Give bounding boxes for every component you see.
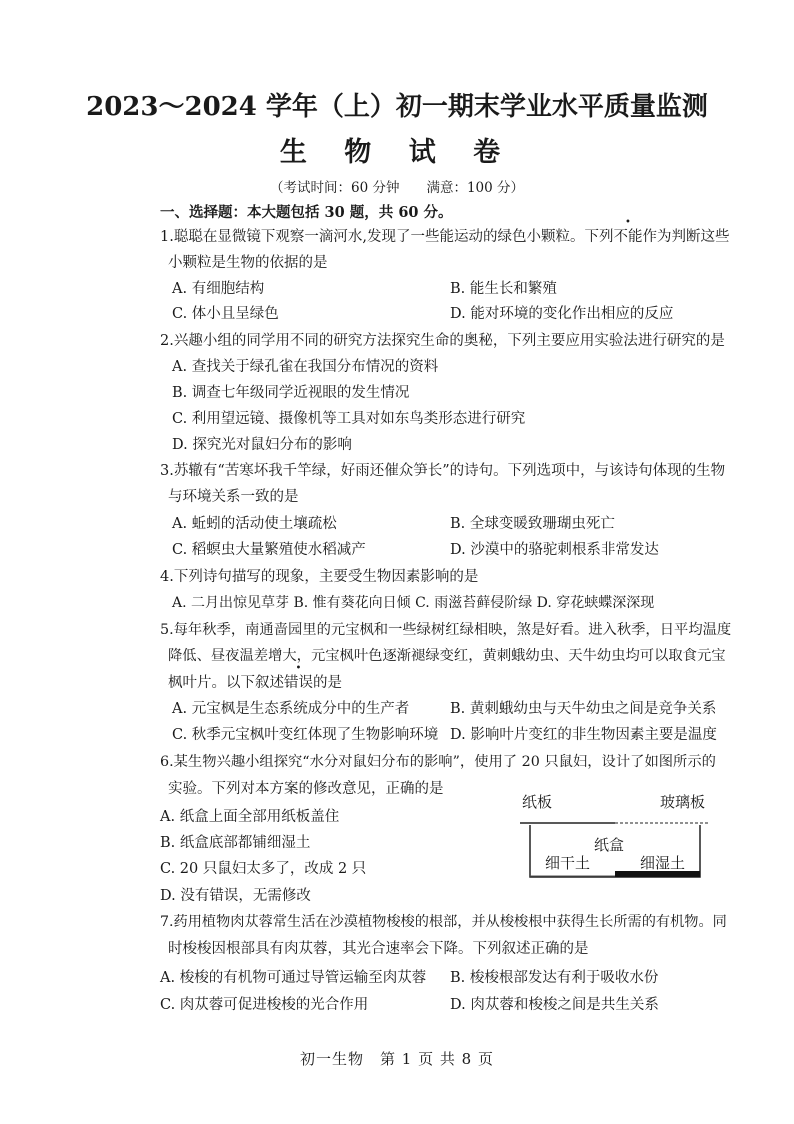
q5-option-d: D. 影响叶片变红的非生物因素主要是温度 bbox=[450, 727, 717, 743]
q2-option-a: A. 查找关于绿孔雀在我国分布情况的资料 bbox=[172, 359, 439, 375]
q6-option-c: C. 20 只鼠妇太多了，改成 2 只 bbox=[160, 861, 367, 877]
figure-label-glass: 玻璃板 bbox=[660, 793, 706, 811]
q2-option-d: D. 探究光对鼠妇分布的影响 bbox=[172, 437, 352, 453]
q6-option-d: D. 没有错误，无需修改 bbox=[160, 888, 311, 904]
q6-stem-line1: 6.某生物兴趣小组探究“水分对鼠妇分布的影响”，使用了 20 只鼠妇，设计了如图所示的 bbox=[160, 754, 716, 770]
exam-info: （考试时间：60 分钟 满意：100 分） bbox=[269, 180, 525, 196]
q3-option-b: B. 全球变暖致珊瑚虫死亡 bbox=[450, 516, 615, 532]
q7-option-b: B. 梭梭根部发达有利于吸收水份 bbox=[450, 970, 659, 986]
q2-stem-line1: 2.兴趣小组的同学用不同的研究方法探究生命的奥秘，下列主要应用实验法进行研究的是 bbox=[160, 333, 725, 349]
q5-stem-line3 bbox=[168, 671, 342, 692]
q3-option-a: A. 蚯蚓的活动使土壤疏松 bbox=[172, 516, 337, 532]
q7-stem-line2: 时梭梭因根部具有肉苁蓉，其光合速率会下降。下列叙述正确的是 bbox=[168, 941, 589, 957]
q1-option-c: C. 体小且呈绿色 bbox=[172, 306, 279, 322]
q7-stem-line1: 7.药用植物肉苁蓉常生活在沙漠植物梭梭的根部，并从梭梭根中获得生长所需的有机物。同 bbox=[160, 914, 727, 930]
figure-label-dry-soil: 细干土 bbox=[545, 854, 591, 872]
q1-stem-line1 bbox=[160, 225, 729, 246]
page-footer: 初一生物 第 1 页 共 8 页 bbox=[300, 1050, 494, 1068]
q5-stem-part2: 的是 bbox=[313, 675, 342, 691]
figure-label-wet-soil: 细湿土 bbox=[640, 854, 686, 872]
q4-stem-line1: 4.下列诗句描写的现象，主要受生物因素影响的是 bbox=[160, 569, 479, 585]
q2-option-c: C. 利用望远镜、摄像机等工具对如东鸟类形态进行研究 bbox=[172, 411, 526, 427]
q6-option-a: A. 纸盒上面全部用纸板盖住 bbox=[160, 809, 340, 825]
q5-stem-line1: 5.每年秋季，南通啬园里的元宝枫和一些绿树红绿相映，煞是好看。进入秋季，日平均温度 bbox=[160, 622, 732, 638]
q1-option-a: A. 有细胞结构 bbox=[172, 281, 265, 297]
q6-option-b: B. 纸盒底部都铺细湿土 bbox=[160, 835, 311, 851]
q1-option-b: B. 能生长和繁殖 bbox=[450, 281, 557, 297]
q1-emphasis: 不能 bbox=[613, 229, 643, 245]
q7-option-d: D. 肉苁蓉和梭梭之间是共生关系 bbox=[450, 997, 659, 1013]
q1-option-d: D. 能对环境的变化作出相应的反应 bbox=[450, 306, 674, 322]
q5-stem-part1: 枫叶片。以下叙述 bbox=[168, 675, 284, 691]
q2-option-b: B. 调查七年级同学近视眼的发生情况 bbox=[172, 385, 410, 401]
section-heading: 一、选择题：本大题包括 30 题，共 60 分。 bbox=[160, 204, 453, 221]
q5-option-b: B. 黄刺蛾幼虫与天牛幼虫之间是竞争关系 bbox=[450, 701, 717, 717]
q3-stem-line2: 与环境关系一致的是 bbox=[168, 489, 299, 505]
q3-option-d: D. 沙漠中的骆驼刺根系非常发达 bbox=[450, 542, 659, 558]
exam-title: 2023～2024 学年（上）初一期末学业水平质量监测 bbox=[86, 92, 708, 122]
figure-label-box: 纸盒 bbox=[594, 836, 625, 854]
exam-subtitle: 生 物 试 卷 bbox=[279, 137, 515, 168]
q5-option-c: C. 秋季元宝枫叶变红体现了生物影响环境 bbox=[172, 727, 439, 743]
q3-option-c: C. 稻螟虫大量繁殖使水稻减产 bbox=[172, 542, 366, 558]
q1-stem-part2: 作为判断这些 bbox=[642, 229, 730, 245]
q6-stem-line2: 实验。下列对本方案的修改意见，正确的是 bbox=[168, 781, 444, 797]
figure-label-paperboard: 纸板 bbox=[522, 793, 553, 811]
q5-emphasis: 错误 bbox=[284, 675, 313, 691]
q3-stem-line1: 3.苏辙有“苦寒坏我千竿绿，好雨还催众笋长”的诗句。下列选项中，与该诗句体现的生物 bbox=[160, 463, 726, 479]
q1-stem-line2: 小颗粒是生物的依据的是 bbox=[168, 255, 328, 271]
q1-stem-part1: 1.聪聪在显微镜下观察一滴河水,发现了一些能运动的绿色小颗粒。下列 bbox=[160, 229, 614, 245]
q7-option-c: C. 肉苁蓉可促进梭梭的光合作用 bbox=[160, 997, 369, 1013]
q5-stem-line2: 降低、昼夜温差增大，元宝枫叶色逐渐褪绿变红，黄刺蛾幼虫、天牛幼虫均可以取食元宝 bbox=[168, 648, 726, 664]
q5-option-a: A. 元宝枫是生态系统成分中的生产者 bbox=[172, 701, 410, 717]
q4-options: A. 二月出惊见草芽 B. 惟有葵花向日倾 C. 雨滋苔藓侵阶绿 D. 穿花蛱蝶深深现 bbox=[172, 595, 655, 611]
q7-option-a: A. 梭梭的有机物可通过导管运输至肉苁蓉 bbox=[160, 970, 427, 986]
